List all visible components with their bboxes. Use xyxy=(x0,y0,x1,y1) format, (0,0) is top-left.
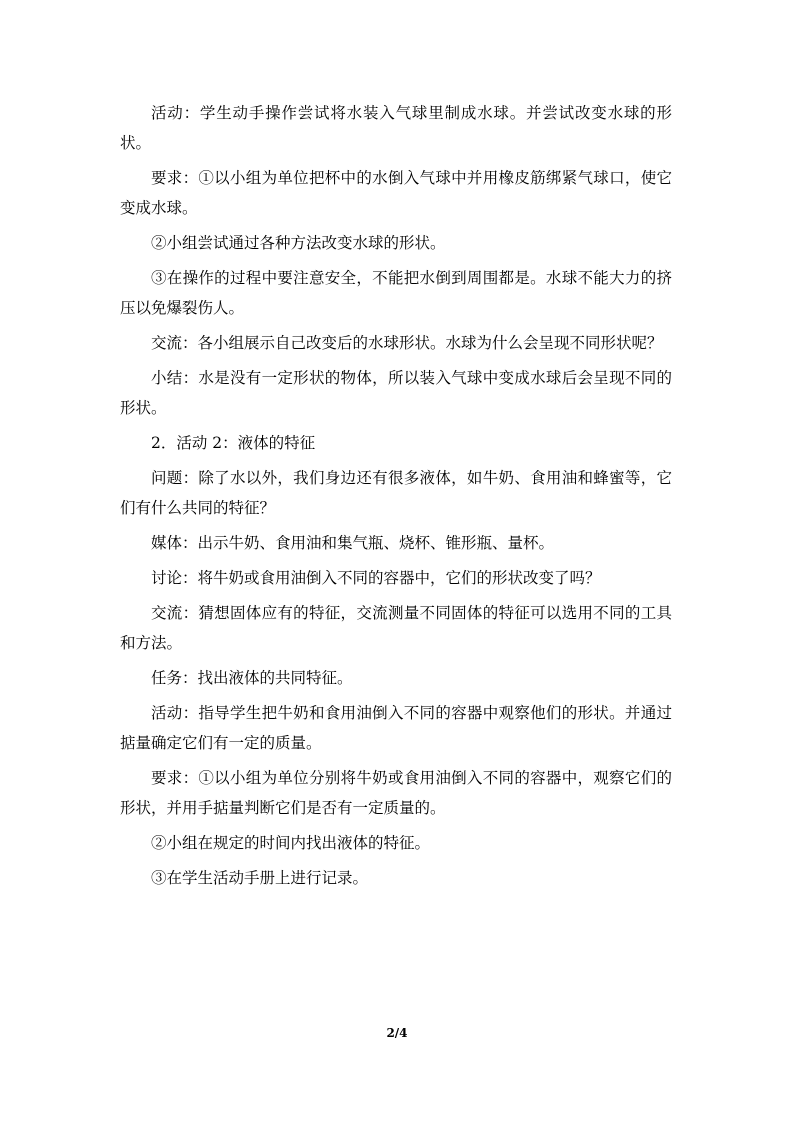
paragraph-requirement-liquids-3: ③在学生活动手册上进行记录。 xyxy=(151,869,369,887)
paragraph-requirement-1: 要求：①以小组为单位把杯中的水倒入气球中并用橡皮筋绑紧气球口，使它变成水球。 xyxy=(120,169,672,217)
paragraph-discussion: 讨论：将牛奶或食用油倒入不同的容器中，它们的形状改变了吗？ xyxy=(151,569,601,587)
paragraph-requirement-liquids-2: ②小组在规定的时间内找出液体的特征。 xyxy=(151,834,431,852)
paragraph-exchange-solids: 交流：猜想固体应有的特征，交流测量不同固体的特征可以选用不同的工具和方法。 xyxy=(120,604,672,652)
paragraph-question: 问题：除了水以外，我们身边还有很多液体，如牛奶、食用油和蜂蜜等，它们有什么共同的特征？ xyxy=(120,469,672,517)
page-number: 2/4 xyxy=(386,1026,408,1040)
paragraph-media: 媒体：出示牛奶、食用油和集气瓶、烧杯、锥形瓶、量杯。 xyxy=(151,534,555,552)
paragraph-task: 任务：找出液体的共同特征。 xyxy=(151,669,353,687)
paragraph-requirement-3: ③在操作的过程中要注意安全，不能把水倒到周围都是。水球不能大力的挤压以免爆裂伤人。 xyxy=(120,269,672,317)
paragraph-activity-water-balloon: 活动：学生动手操作尝试将水装入气球里制成水球。并尝试改变水球的形状。 xyxy=(120,104,672,152)
paragraph-requirement-2: ②小组尝试通过各种方法改变水球的形状。 xyxy=(151,234,446,252)
document-body xyxy=(120,98,672,898)
paragraph-requirement-liquids-1: 要求：①以小组为单位分别将牛奶或食用油倒入不同的容器中，观察它们的形状，并用手掂量判断它们是否有一定质量的。 xyxy=(120,769,672,817)
paragraph-activity-liquids: 活动：指导学生把牛奶和食用油倒入不同的容器中观察他们的形状。并通过掂量确定它们有一定的质量。 xyxy=(120,704,672,752)
section-heading-activity-2: 2．活动 2：液体的特征 xyxy=(151,434,316,452)
paragraph-summary: 小结：水是没有一定形状的物体，所以装入气球中变成水球后会呈现不同的形状。 xyxy=(120,369,672,417)
paragraph-exchange-shapes: 交流：各小组展示自己改变后的水球形状。水球为什么会呈现不同形状呢？ xyxy=(151,334,663,352)
